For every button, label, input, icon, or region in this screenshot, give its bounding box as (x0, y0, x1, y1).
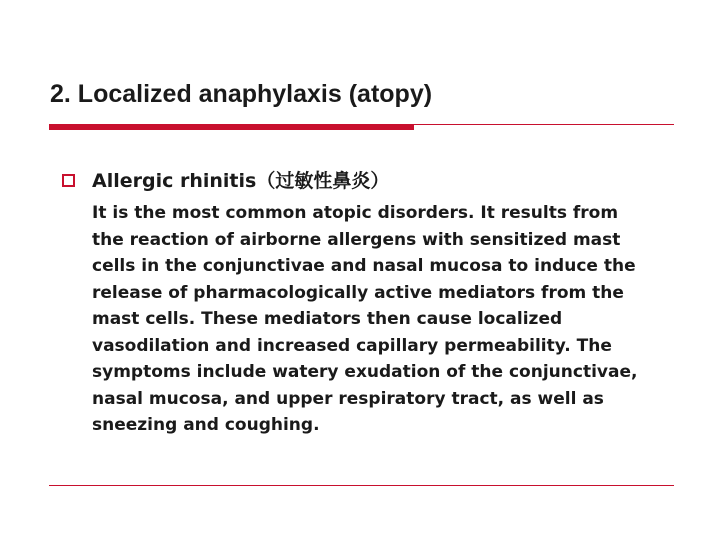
body-line: nasal mucosa, and upper respiratory tract, as well as (92, 388, 604, 409)
body-line: release of pharmacologically active mediators from the (92, 282, 624, 303)
body-line: mast cells. These mediators then cause localized (92, 309, 563, 329)
slide-title: 2. Localized anaphylaxis (atopy) (50, 80, 433, 108)
hollow-square-bullet-icon (62, 174, 75, 187)
footer-divider (49, 485, 674, 486)
bullet-body-paragraph (92, 200, 677, 439)
title-underline-thick (49, 124, 414, 130)
bullet-heading-row (62, 166, 389, 193)
bullet-heading: Allergic rhinitis（过敏性鼻炎） (92, 170, 390, 192)
body-line: It is the most common atopic disorders. It results from (92, 203, 619, 223)
body-line: sneezing and coughing. (92, 415, 320, 435)
body-line: the reaction of airborne allergens with sensitized mast (92, 229, 621, 250)
title-underline-thin (414, 124, 674, 125)
body-line: vasodilation and increased capillary permeability. The (92, 335, 612, 356)
body-line: symptoms include watery exudation of the conjunctivae, (92, 362, 638, 382)
body-line: cells in the conjunctivae and nasal mucosa to induce the (92, 256, 636, 276)
